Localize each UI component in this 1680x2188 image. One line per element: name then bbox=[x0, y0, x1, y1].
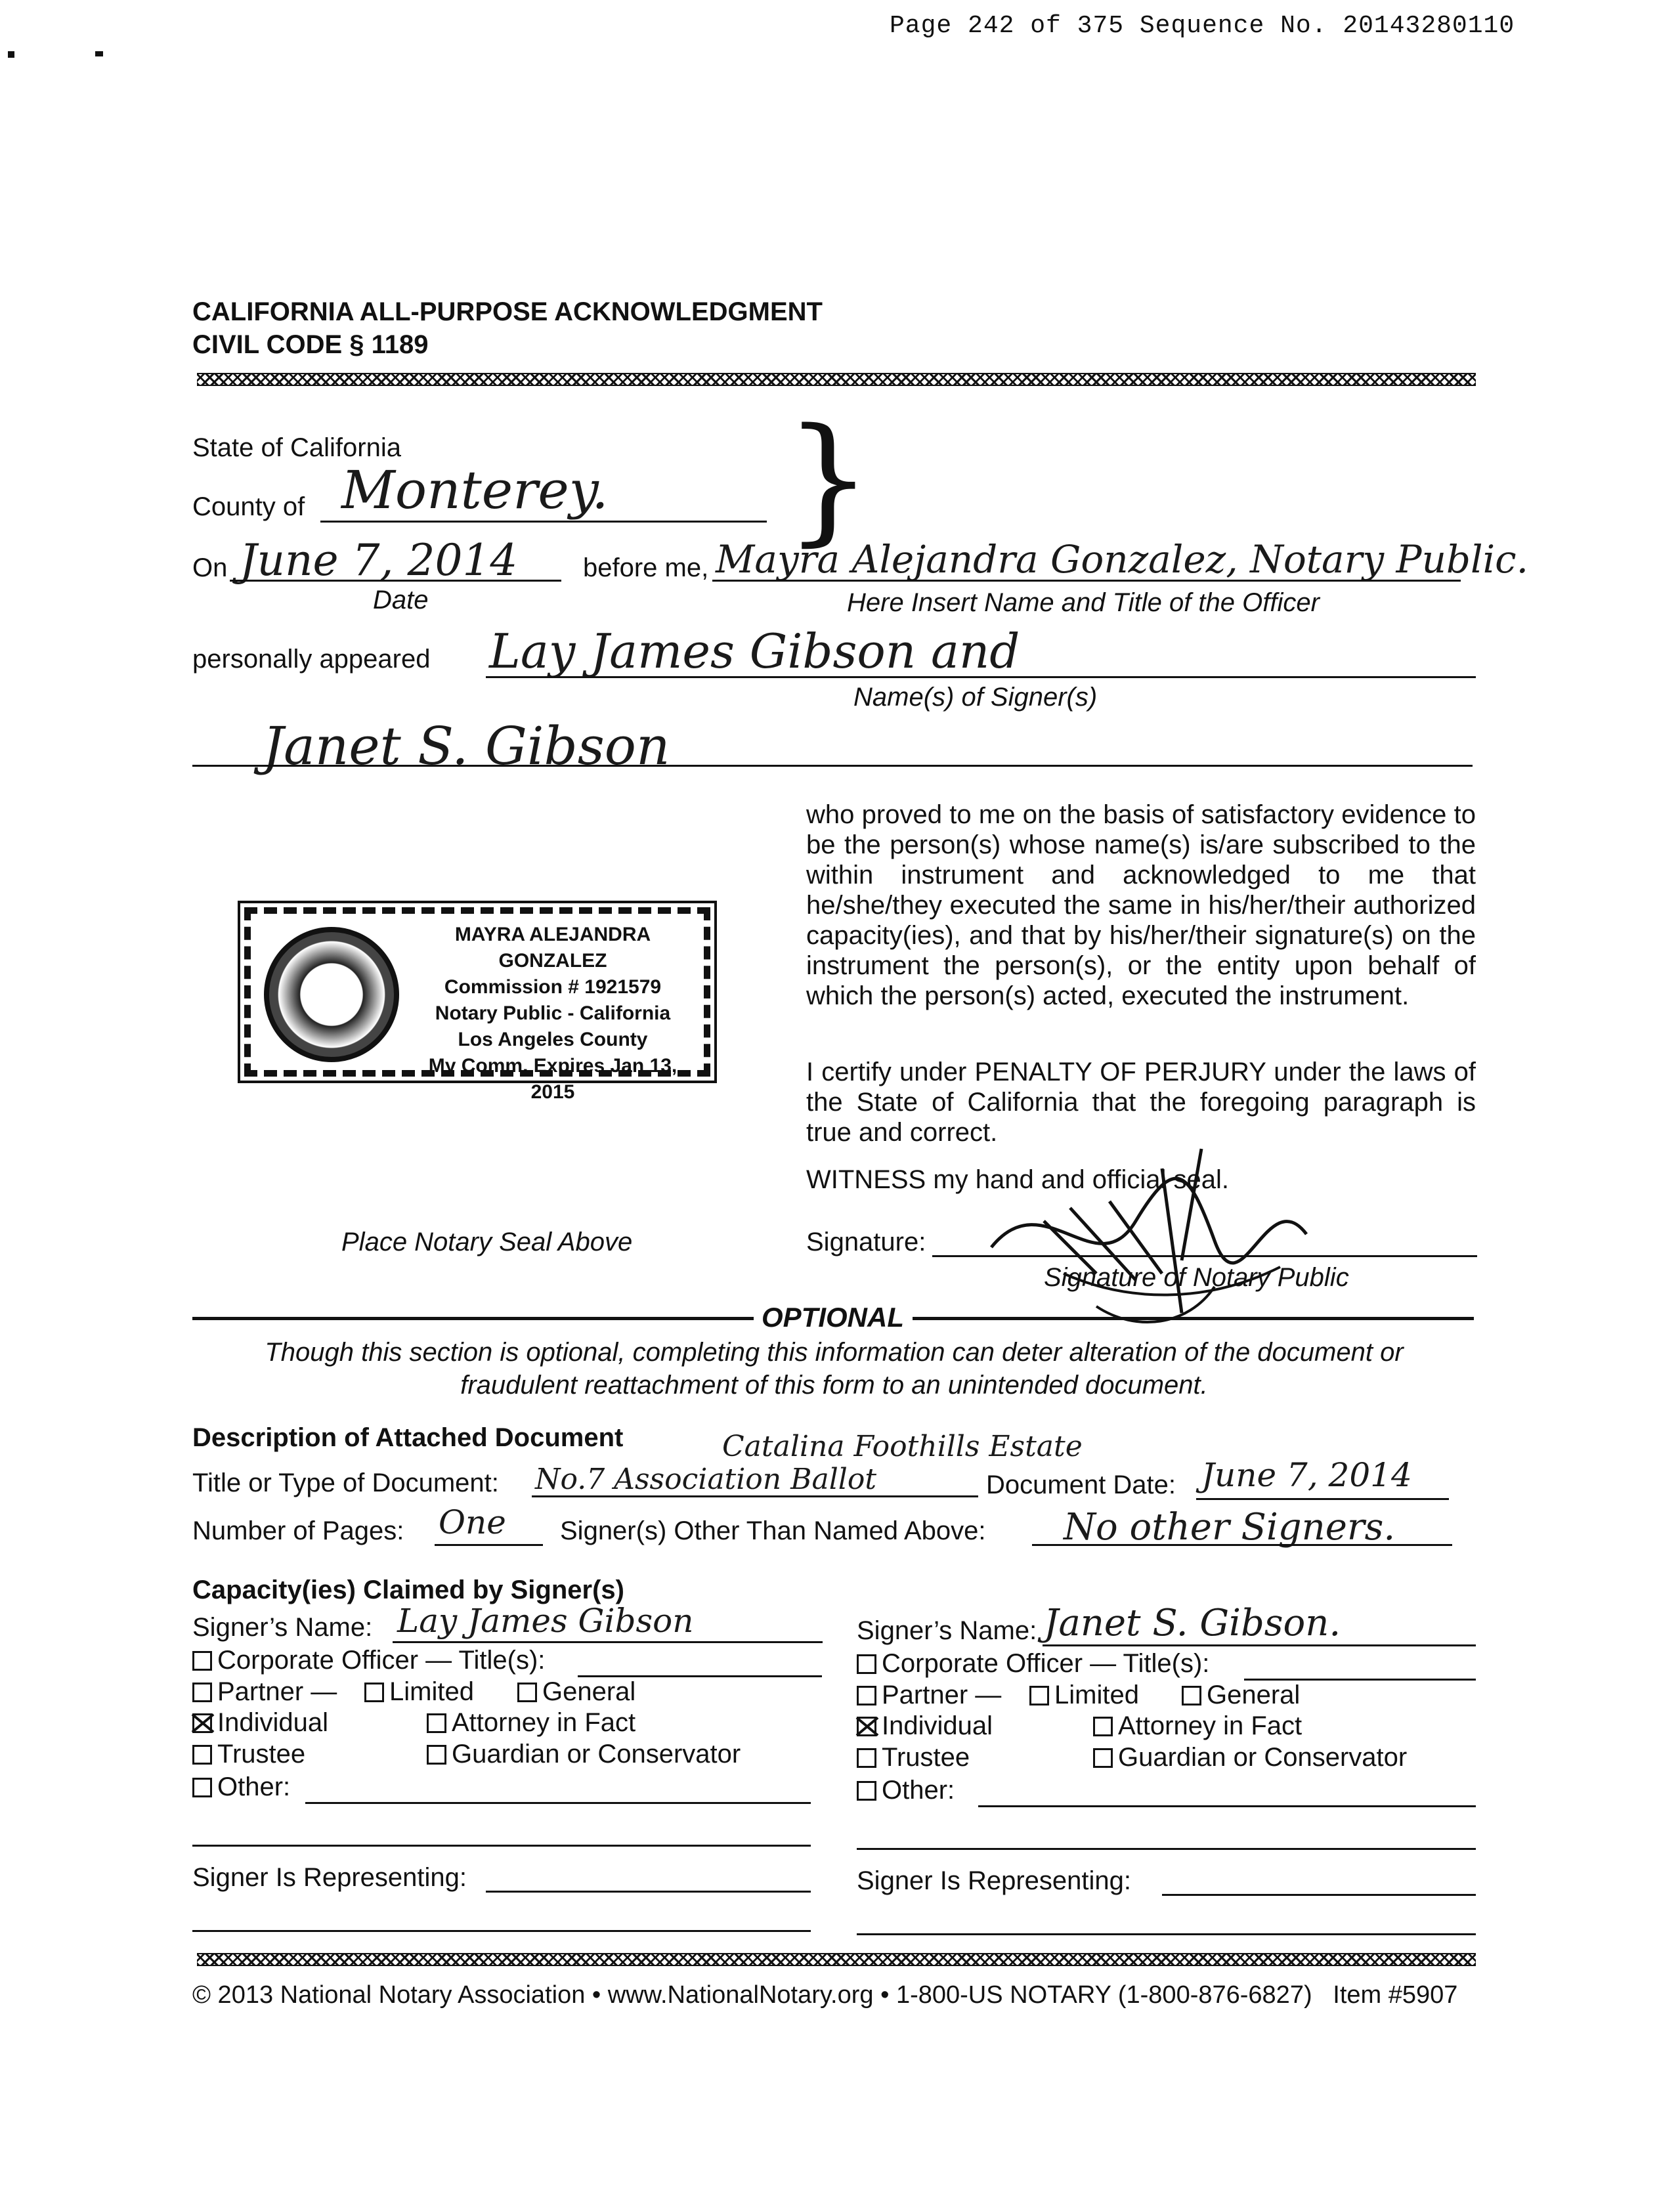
checkbox-icon[interactable] bbox=[192, 1745, 212, 1765]
attorney-label: Attorney in Fact bbox=[1118, 1711, 1303, 1740]
doc-title-value-2: No.7 Association Ballot bbox=[535, 1463, 877, 1496]
doc-date-value: June 7, 2014 bbox=[1201, 1456, 1412, 1494]
witness-text: WITNESS my hand and official seal. bbox=[806, 1165, 1229, 1194]
checkbox-icon[interactable] bbox=[1182, 1686, 1201, 1705]
left-other-line bbox=[305, 1802, 811, 1804]
right-signer-name-line bbox=[1043, 1644, 1476, 1646]
appeared-label: personally appeared bbox=[192, 645, 431, 674]
general-label: General bbox=[1207, 1681, 1301, 1709]
limited-label: Limited bbox=[1054, 1681, 1139, 1709]
partner-label: Partner — bbox=[217, 1677, 337, 1706]
signer-names-line2: Janet S. Gibson bbox=[263, 716, 670, 777]
signer-names-line1: Lay James Gibson and bbox=[489, 624, 1020, 679]
stamp-text bbox=[408, 922, 697, 1105]
left-individual[interactable] bbox=[192, 1708, 328, 1738]
notary-stamp bbox=[244, 907, 710, 1103]
right-other[interactable] bbox=[857, 1776, 955, 1805]
checkbox-icon[interactable] bbox=[427, 1713, 446, 1733]
county-label: County of bbox=[192, 492, 305, 521]
left-limited[interactable] bbox=[364, 1677, 474, 1707]
signer-names-caption: Name(s) of Signer(s) bbox=[853, 683, 1098, 712]
left-signer-name: Lay James Gibson bbox=[397, 1602, 694, 1640]
proof-paragraph: who proved to me on the basis of satisfactory evidence to be the person(s) whose name(s) is/are subscribed to the within instrument and acknowledged to me that he/she/they executed the same in his/her/their authorized capacity(ies), and that by his/her/their signature(s) on the instrument the person(s), or the entity upon behalf of which the person(s) acted, executed the instrument. bbox=[806, 800, 1476, 1010]
left-representing-line bbox=[486, 1891, 811, 1893]
stamp-expires: My Comm. Expires Jan 13, 2015 bbox=[428, 1055, 678, 1103]
decorative-border-bottom bbox=[197, 1953, 1476, 1966]
seal-caption: Place Notary Seal Above bbox=[341, 1228, 633, 1256]
other-signers-value: No other Signers. bbox=[1064, 1506, 1396, 1549]
right-corporate-officer[interactable] bbox=[857, 1649, 1209, 1679]
perjury-paragraph: I certify under PENALTY OF PERJURY under the laws of the State of California that the foregoing paragraph is true and correct. bbox=[806, 1058, 1476, 1147]
right-attorney[interactable] bbox=[1093, 1711, 1302, 1741]
on-label: On bbox=[192, 553, 228, 582]
optional-rule-left bbox=[192, 1317, 754, 1320]
scan-speck bbox=[8, 51, 14, 58]
decorative-border-top bbox=[197, 373, 1476, 386]
doc-title-value-1: Catalina Foothills Estate bbox=[722, 1430, 1083, 1463]
officer-value: Mayra Alejandra Gonzalez, Notary Public. bbox=[716, 537, 1529, 582]
limited-label: Limited bbox=[389, 1677, 474, 1706]
left-signer-name-line bbox=[393, 1641, 823, 1643]
corporate-officer-label: Corporate Officer — Title(s): bbox=[217, 1646, 546, 1675]
officer-caption: Here Insert Name and Title of the Officer bbox=[847, 588, 1320, 617]
trustee-label: Trustee bbox=[882, 1743, 970, 1772]
guardian-label: Guardian or Conservator bbox=[452, 1740, 741, 1769]
checkbox-icon[interactable] bbox=[427, 1745, 446, 1765]
right-signer-name: Janet S. Gibson. bbox=[1044, 1602, 1341, 1644]
stamp-commission: Commission # 1921579 bbox=[444, 976, 662, 998]
stamp-county: Los Angeles County bbox=[458, 1029, 648, 1050]
other-signers-label: Signer(s) Other Than Named Above: bbox=[560, 1516, 986, 1545]
checkbox-icon[interactable] bbox=[517, 1683, 537, 1702]
right-guardian[interactable] bbox=[1093, 1743, 1407, 1772]
signature-label: Signature: bbox=[806, 1228, 926, 1256]
checked-checkbox-icon[interactable] bbox=[857, 1717, 876, 1736]
left-blank-line bbox=[192, 1845, 811, 1847]
other-label: Other: bbox=[882, 1776, 955, 1805]
left-blank-line-2 bbox=[192, 1930, 811, 1932]
doc-date-line bbox=[1196, 1498, 1449, 1500]
state-seal-icon bbox=[264, 927, 399, 1062]
pages-line bbox=[435, 1544, 543, 1546]
checkbox-icon[interactable] bbox=[1029, 1686, 1049, 1705]
right-other-line bbox=[978, 1805, 1476, 1807]
right-representing-line bbox=[1162, 1894, 1476, 1896]
form-subtitle: CIVIL CODE § 1189 bbox=[192, 330, 429, 359]
right-partner[interactable] bbox=[857, 1681, 1001, 1710]
brace: } bbox=[785, 398, 872, 559]
individual-label: Individual bbox=[882, 1711, 993, 1740]
optional-note-2: fraudulent reattachment of this form to an unintended document. bbox=[460, 1371, 1208, 1400]
doc-date-label: Document Date: bbox=[986, 1470, 1176, 1499]
state-label: State of California bbox=[192, 433, 401, 462]
left-corporate-officer[interactable] bbox=[192, 1646, 545, 1675]
pages-value: One bbox=[439, 1503, 506, 1541]
left-signer-name-label: Signer’s Name: bbox=[192, 1613, 373, 1642]
right-blank-line bbox=[857, 1848, 1476, 1850]
right-individual[interactable] bbox=[857, 1711, 993, 1741]
right-signer-name-label: Signer’s Name: bbox=[857, 1616, 1037, 1645]
signer-names-line bbox=[486, 676, 1476, 678]
left-guardian[interactable] bbox=[427, 1740, 741, 1769]
trustee-label: Trustee bbox=[217, 1740, 306, 1769]
right-blank-line-2 bbox=[857, 1933, 1476, 1935]
optional-heading: OPTIONAL bbox=[762, 1302, 904, 1333]
form-title: CALIFORNIA ALL-PURPOSE ACKNOWLEDGMENT bbox=[192, 297, 823, 326]
checkbox-icon[interactable] bbox=[192, 1683, 212, 1702]
pages-label: Number of Pages: bbox=[192, 1516, 404, 1545]
left-partner[interactable] bbox=[192, 1677, 337, 1707]
checkbox-icon[interactable] bbox=[857, 1748, 876, 1768]
optional-note-1: Though this section is optional, completing this information can deter alteration of the document or bbox=[265, 1338, 1404, 1367]
left-general[interactable] bbox=[517, 1677, 635, 1707]
other-label: Other: bbox=[217, 1772, 291, 1801]
county-line bbox=[320, 521, 767, 523]
right-general[interactable] bbox=[1182, 1681, 1300, 1710]
stamp-name: MAYRA ALEJANDRA GONZALEZ bbox=[454, 924, 651, 972]
notary-signature bbox=[965, 1142, 1333, 1333]
date-value: June 7, 2014 bbox=[240, 535, 518, 586]
doc-title-label: Title or Type of Document: bbox=[192, 1469, 499, 1497]
right-representing-label: Signer Is Representing: bbox=[857, 1866, 1132, 1895]
corporate-officer-label: Corporate Officer — Title(s): bbox=[882, 1649, 1210, 1678]
doc-title-line bbox=[532, 1495, 978, 1497]
left-other[interactable] bbox=[192, 1772, 290, 1802]
checkbox-icon[interactable] bbox=[192, 1778, 212, 1797]
capacity-heading: Capacity(ies) Claimed by Signer(s) bbox=[192, 1576, 624, 1604]
right-trustee[interactable] bbox=[857, 1743, 970, 1772]
stamp-title: Notary Public - California bbox=[435, 1002, 671, 1024]
guardian-label: Guardian or Conservator bbox=[1118, 1743, 1408, 1772]
checkbox-icon[interactable] bbox=[857, 1781, 876, 1801]
date-caption: Date bbox=[373, 586, 429, 614]
checkbox-icon[interactable] bbox=[1093, 1717, 1113, 1736]
county-value: Monterey. bbox=[341, 460, 609, 521]
checkbox-icon[interactable] bbox=[857, 1686, 876, 1705]
checked-checkbox-icon[interactable] bbox=[192, 1713, 212, 1733]
other-signers-line bbox=[1032, 1544, 1452, 1546]
optional-rule-right bbox=[913, 1317, 1474, 1320]
left-trustee[interactable] bbox=[192, 1740, 305, 1769]
checkbox-icon[interactable] bbox=[364, 1683, 384, 1702]
officer-line bbox=[712, 580, 1461, 582]
individual-label: Individual bbox=[217, 1708, 329, 1737]
right-limited[interactable] bbox=[1029, 1681, 1139, 1710]
signature-caption: Signature of Notary Public bbox=[1044, 1263, 1349, 1292]
general-label: General bbox=[542, 1677, 636, 1706]
footer: © 2013 National Notary Association • www.NationalNotary.org • 1-800-US NOTARY (1-800-876-6827) Item #5907 bbox=[192, 1981, 1458, 2009]
description-heading: Description of Attached Document bbox=[192, 1423, 624, 1452]
checkbox-icon[interactable] bbox=[1093, 1748, 1113, 1768]
partner-label: Partner — bbox=[882, 1681, 1002, 1709]
checkbox-icon[interactable] bbox=[192, 1651, 212, 1671]
signer-names-line-2 bbox=[192, 765, 1473, 767]
before-me-label: before me, bbox=[583, 553, 709, 582]
left-attorney[interactable] bbox=[427, 1708, 635, 1738]
checkbox-icon[interactable] bbox=[857, 1654, 876, 1674]
left-representing-label: Signer Is Representing: bbox=[192, 1863, 467, 1892]
scan-speck bbox=[95, 51, 103, 56]
attorney-label: Attorney in Fact bbox=[452, 1708, 636, 1737]
date-line bbox=[230, 580, 561, 582]
page-header: Page 242 of 375 Sequence No. 20143280110 bbox=[890, 12, 1515, 40]
